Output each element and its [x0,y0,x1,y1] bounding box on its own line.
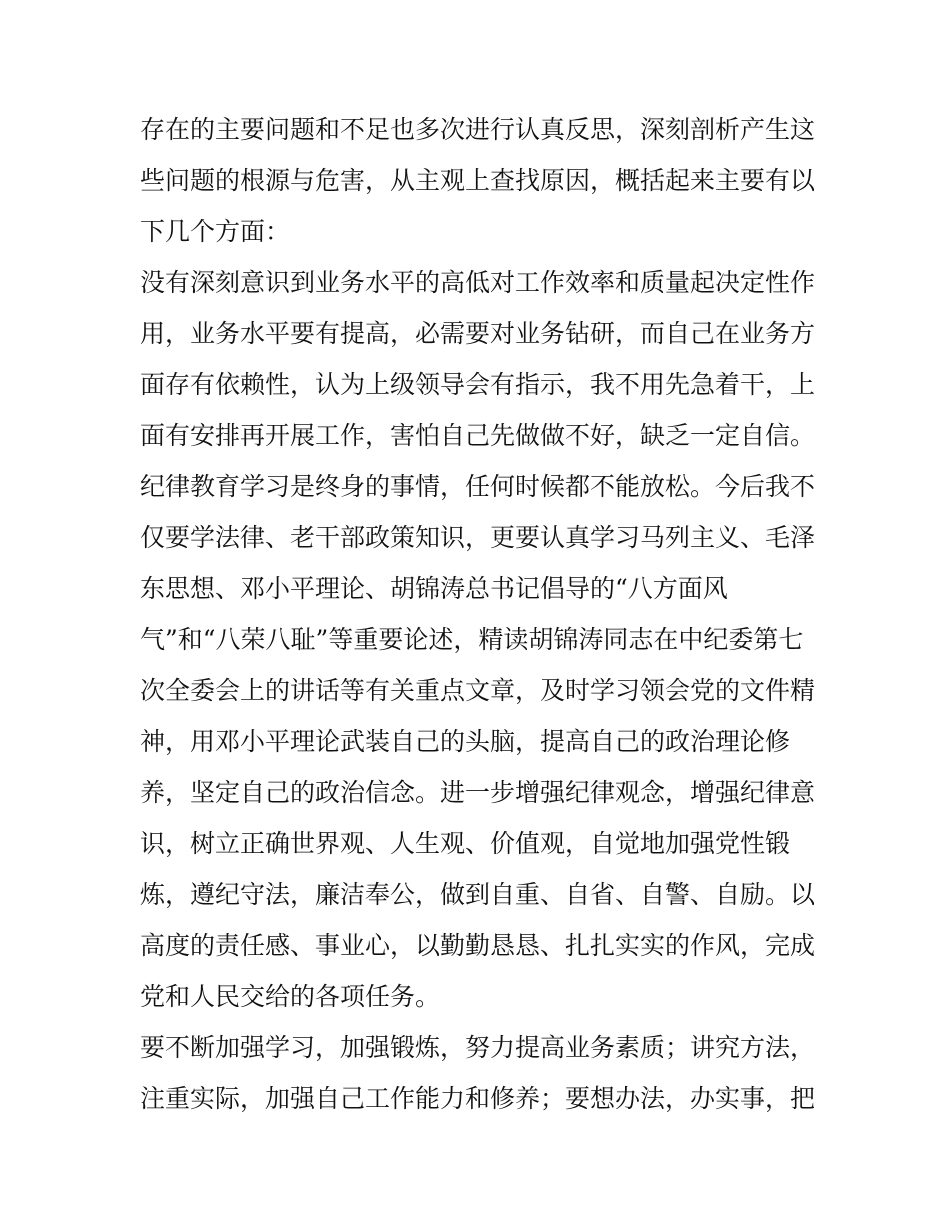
text-line: 下几个方面： [140,217,291,246]
text-line: 党和人民交给的各项任务。 [140,982,441,1011]
body-text [140,104,820,1124]
text-line: 没有深刻意识到业务水平的高低对工作效率和质量起决定性作 [140,268,816,297]
text-line: 要不断加强学习，加强锻炼，努力提高业务素质；讲究方法， [140,1033,816,1062]
text-line: 些问题的根源与危害，从主观上查找原因，概括起来主要有以 [140,166,816,195]
text-line: 面存有依赖性，认为上级领导会有指示，我不用先急着干，上 [140,370,816,399]
text-line: 纪律教育学习是终身的事情，任何时候都不能放松。今后我不 [140,472,816,501]
text-line: 神，用邓小平理论武装自己的头脑，提高自己的政治理论修 [140,727,791,756]
text-line: 存在的主要问题和不足也多次进行认真反思，深刻剖析产生这 [140,115,816,144]
text-line: 气”和“八荣八耻”等重要论述，精读胡锦涛同志在中纪委第七 [140,625,804,654]
text-line: 注重实际，加强自己工作能力和修养；要想办法，办实事，把 [140,1084,816,1113]
text-line: 识，树立正确世界观、人生观、价值观，自觉地加强党性锻 [140,829,791,858]
text-line: 仅要学法律、老干部政策知识，更要认真学习马列主义、毛泽 [140,523,816,552]
text-line: 东思想、邓小平理论、胡锦涛总书记倡导的“八方面风 [140,574,728,603]
text-line: 用，业务水平要有提高，必需要对业务钻研，而自己在业务方 [140,319,816,348]
text-line: 炼，遵纪守法，廉洁奉公，做到自重、自省、自警、自励。以 [140,880,816,909]
text-line: 养，坚定自己的政治信念。进一步增强纪律观念，增强纪律意 [140,778,816,807]
text-line: 次全委会上的讲话等有关重点文章，及时学习领会党的文件精 [140,676,816,705]
text-line: 高度的责任感、事业心，以勤勤恳恳、扎扎实实的作风，完成 [140,931,816,960]
text-line: 面有安排再开展工作，害怕自己先做做不好，缺乏一定自信。 [140,421,816,450]
